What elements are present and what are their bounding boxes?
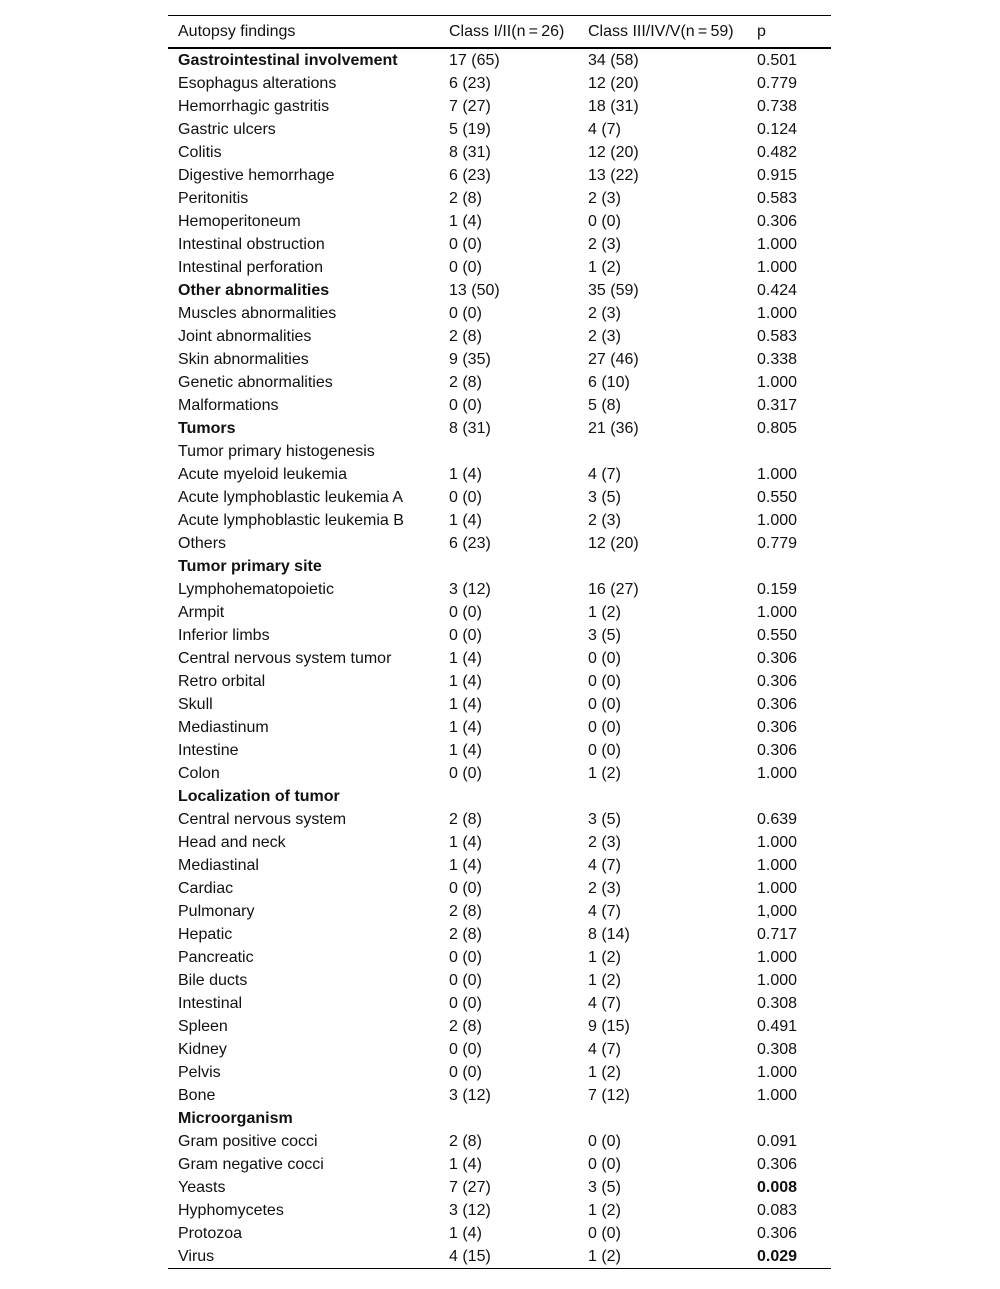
table-row — [168, 693, 831, 716]
class-1-2-value: 6 (23) — [449, 167, 491, 184]
row-label: Muscles abnormalities — [178, 305, 337, 322]
table-row — [168, 95, 831, 118]
row-label: Pelvis — [178, 1064, 221, 1081]
row-label: Virus — [168, 1245, 439, 1269]
p-value — [747, 1107, 831, 1130]
header-p-value: p — [757, 22, 766, 40]
row-label: Head and neck — [178, 834, 286, 851]
class-3-4-5-value: 4 (7) — [588, 1041, 621, 1058]
row-label: Other abnormalities — [178, 282, 330, 299]
p-value: 1,000 — [757, 903, 798, 920]
class-3-4-5-value: 12 (20) — [588, 535, 639, 552]
table-row — [168, 417, 831, 440]
table-row — [168, 394, 831, 417]
p-value: 0.738 — [757, 98, 798, 115]
row-label: Malformations — [178, 397, 279, 414]
class-1-2-value: 2 (8) — [449, 190, 482, 207]
table-row — [168, 555, 831, 578]
row-label: Others — [178, 535, 227, 552]
p-value: 0.915 — [757, 167, 798, 184]
table-row — [168, 969, 831, 992]
row-label: Inferior limbs — [178, 627, 270, 644]
row-label: Protozoa — [178, 1225, 243, 1242]
class-1-2-value: 1 (4) — [449, 512, 482, 529]
class-3-4-5-value: 4 (7) — [588, 995, 621, 1012]
p-value: 0.159 — [757, 581, 798, 598]
row-label: Hemorrhagic gastritis — [178, 98, 330, 115]
class-3-4-5-value: 0 (0) — [588, 213, 621, 230]
class-1-2-value: 8 (31) — [449, 420, 491, 437]
table-row — [168, 1130, 831, 1153]
class-1-2-value: 2 (8) — [449, 328, 482, 345]
row-label: Tumor primary site — [178, 558, 322, 575]
table-row — [168, 1245, 831, 1269]
row-label: Gram positive cocci — [178, 1133, 318, 1150]
row-label: Gastric ulcers — [178, 121, 276, 138]
p-value: 0.306 — [757, 719, 798, 736]
class-3-4-5-value: 0 (0) — [588, 1156, 621, 1173]
p-value — [747, 785, 831, 808]
class-1-2-value: 3 (12) — [449, 581, 491, 598]
class-1-2-value: 1 (4) — [449, 857, 482, 874]
class-3-4-5-value: 1 (2) — [588, 259, 621, 276]
p-value: 1.000 — [757, 259, 798, 276]
row-label: Cardiac — [178, 880, 234, 897]
row-label: Colitis — [178, 144, 222, 161]
class-3-4-5-value: 2 (3) — [588, 834, 621, 851]
row-label: Esophagus alterations — [178, 75, 337, 92]
table-row — [168, 1222, 831, 1245]
class-1-2-value: 3 (12) — [449, 1087, 491, 1104]
table-row — [168, 1199, 831, 1222]
class-1-2-value: 0 (0) — [449, 305, 482, 322]
class-3-4-5-value: 3 (5) — [588, 1179, 621, 1196]
row-label: Acute lymphoblastic leukemia B — [178, 512, 404, 529]
class-3-4-5-value: 2 (3) — [588, 880, 621, 897]
p-value: 0.482 — [757, 144, 798, 161]
class-1-2-value: 1 (4) — [449, 696, 482, 713]
table-row — [168, 164, 831, 187]
class-3-4-5-value: 2 (3) — [588, 512, 621, 529]
header-class-3-4-5: Class III/IV/V(n = 59) — [588, 22, 734, 40]
class-3-4-5-value: 4 (7) — [588, 903, 621, 920]
table-row — [168, 831, 831, 854]
table-row — [168, 739, 831, 762]
class-3-4-5-value: 0 (0) — [588, 1133, 621, 1150]
class-1-2-value: 13 (50) — [449, 282, 500, 299]
class-1-2-value: 3 (12) — [449, 1202, 491, 1219]
p-value: 0.306 — [757, 650, 798, 667]
class-1-2-value: 0 (0) — [449, 489, 482, 506]
table-row — [168, 348, 831, 371]
class-3-4-5-value: 1 (2) — [588, 765, 621, 782]
class-3-4-5-value: 9 (15) — [588, 1018, 630, 1035]
row-label: Tumors — [178, 420, 236, 437]
class-1-2-value: 1 (4) — [449, 834, 482, 851]
class-3-4-5-value: 1 (2) — [578, 1245, 747, 1269]
class-3-4-5-value: 7 (12) — [588, 1087, 630, 1104]
p-value: 1.000 — [757, 604, 798, 621]
class-1-2-value: 1 (4) — [449, 213, 482, 230]
p-value: 0.583 — [757, 190, 798, 207]
class-3-4-5-value: 1 (2) — [588, 604, 621, 621]
row-label: Pancreatic — [178, 949, 254, 966]
table-row — [168, 1107, 831, 1130]
row-label: Central nervous system tumor — [178, 650, 392, 667]
class-3-4-5-value: 1 (2) — [588, 1202, 621, 1219]
class-3-4-5-value: 3 (5) — [588, 489, 621, 506]
p-value: 1.000 — [757, 374, 798, 391]
class-3-4-5-value: 2 (3) — [588, 305, 621, 322]
table-row — [168, 785, 831, 808]
table-row — [168, 256, 831, 279]
row-label: Acute lymphoblastic leukemia A — [178, 489, 403, 506]
class-3-4-5-value: 4 (7) — [588, 466, 621, 483]
table-row — [168, 532, 831, 555]
class-3-4-5-value: 16 (27) — [588, 581, 639, 598]
table-row — [168, 854, 831, 877]
class-3-4-5-value: 2 (3) — [588, 236, 621, 253]
p-value: 1.000 — [757, 765, 798, 782]
class-1-2-value: 0 (0) — [449, 880, 482, 897]
class-1-2-value: 0 (0) — [449, 1064, 482, 1081]
p-value: 0.550 — [757, 627, 798, 644]
p-value: 0.029 — [747, 1245, 831, 1269]
row-label: Bone — [178, 1087, 216, 1104]
table-row — [168, 808, 831, 831]
p-value: 1.000 — [757, 466, 798, 483]
table-row — [168, 325, 831, 348]
row-label: Gram negative cocci — [178, 1156, 324, 1173]
table-row — [168, 900, 831, 923]
table-row — [168, 1176, 831, 1199]
p-value: 0.308 — [757, 995, 798, 1012]
table-row — [168, 279, 831, 302]
row-label: Yeasts — [178, 1179, 226, 1196]
class-3-4-5-value: 21 (36) — [588, 420, 639, 437]
class-3-4-5-value: 8 (14) — [588, 926, 630, 943]
class-1-2-value: 17 (65) — [449, 52, 500, 69]
class-1-2-value — [439, 440, 578, 463]
table-row — [168, 440, 831, 463]
class-1-2-value: 1 (4) — [449, 1225, 482, 1242]
p-value: 1.000 — [757, 1087, 798, 1104]
row-label: Pulmonary — [178, 903, 255, 920]
row-label: Intestine — [178, 742, 239, 759]
p-value: 1.000 — [757, 1064, 798, 1081]
class-1-2-value — [439, 785, 578, 808]
class-3-4-5-value: 34 (58) — [588, 52, 639, 69]
autopsy-findings-table-container — [168, 15, 831, 1269]
row-label: Acute myeloid leukemia — [178, 466, 347, 483]
p-value: 0.639 — [757, 811, 798, 828]
class-3-4-5-value: 0 (0) — [588, 1225, 621, 1242]
row-label: Localization of tumor — [178, 788, 340, 805]
p-value: 0.124 — [757, 121, 798, 138]
row-label: Peritonitis — [178, 190, 249, 207]
row-label: Joint abnormalities — [178, 328, 312, 345]
table-row — [168, 762, 831, 785]
class-3-4-5-value: 35 (59) — [588, 282, 639, 299]
p-value: 0.306 — [757, 213, 798, 230]
p-value: 0.091 — [757, 1133, 798, 1150]
table-row — [168, 923, 831, 946]
row-label: Digestive hemorrhage — [178, 167, 335, 184]
class-3-4-5-value: 0 (0) — [588, 650, 621, 667]
table-header — [168, 16, 831, 49]
row-label: Skin abnormalities — [178, 351, 309, 368]
p-value: 1.000 — [757, 857, 798, 874]
autopsy-findings-table — [168, 15, 831, 1269]
table-row — [168, 992, 831, 1015]
table-row — [168, 647, 831, 670]
p-value: 1.000 — [757, 512, 798, 529]
p-value: 1.000 — [757, 236, 798, 253]
row-label: Colon — [178, 765, 220, 782]
row-label: Microorganism — [178, 1110, 293, 1127]
class-1-2-value: 0 (0) — [449, 604, 482, 621]
class-1-2-value: 1 (4) — [449, 466, 482, 483]
class-1-2-value: 0 (0) — [449, 765, 482, 782]
table-row — [168, 1153, 831, 1176]
row-label: Skull — [178, 696, 213, 713]
p-value: 0.308 — [757, 1041, 798, 1058]
p-value: 0.306 — [757, 1156, 798, 1173]
p-value: 0.338 — [757, 351, 798, 368]
class-3-4-5-value: 18 (31) — [588, 98, 639, 115]
row-label: Kidney — [178, 1041, 227, 1058]
class-3-4-5-value: 27 (46) — [588, 351, 639, 368]
class-1-2-value: 7 (27) — [449, 1179, 491, 1196]
p-value: 0.491 — [757, 1018, 798, 1035]
class-1-2-value: 9 (35) — [449, 351, 491, 368]
class-3-4-5-value: 1 (2) — [588, 1064, 621, 1081]
class-1-2-value: 0 (0) — [449, 949, 482, 966]
class-3-4-5-value: 4 (7) — [588, 857, 621, 874]
table-row — [168, 1084, 831, 1107]
class-1-2-value: 1 (4) — [449, 719, 482, 736]
class-3-4-5-value: 0 (0) — [588, 719, 621, 736]
class-1-2-value: 1 (4) — [449, 1156, 482, 1173]
class-1-2-value: 0 (0) — [449, 397, 482, 414]
class-1-2-value: 5 (19) — [449, 121, 491, 138]
row-label: Retro orbital — [178, 673, 266, 690]
row-label: Intestinal obstruction — [178, 236, 325, 253]
p-value: 0.306 — [757, 1225, 798, 1242]
table-row — [168, 509, 831, 532]
class-1-2-value: 1 (4) — [449, 742, 482, 759]
class-1-2-value: 8 (31) — [449, 144, 491, 161]
class-1-2-value: 0 (0) — [449, 972, 482, 989]
p-value: 0.306 — [757, 742, 798, 759]
class-1-2-value: 2 (8) — [449, 1133, 482, 1150]
class-3-4-5-value: 12 (20) — [588, 144, 639, 161]
table-row — [168, 210, 831, 233]
p-value: 0.550 — [757, 489, 798, 506]
class-1-2-value: 0 (0) — [449, 1041, 482, 1058]
class-1-2-value: 2 (8) — [449, 1018, 482, 1035]
class-1-2-value: 0 (0) — [449, 259, 482, 276]
row-label: Lymphohematopoietic — [178, 581, 334, 598]
row-label: Intestinal — [178, 995, 243, 1012]
table-row — [168, 946, 831, 969]
class-3-4-5-value: 2 (3) — [588, 190, 621, 207]
row-label: Tumor primary histogenesis — [178, 443, 375, 460]
table-row — [168, 141, 831, 164]
p-value: 1.000 — [757, 880, 798, 897]
p-value: 0.424 — [757, 282, 798, 299]
class-1-2-value: 7 (27) — [449, 98, 491, 115]
class-3-4-5-value: 4 (7) — [588, 121, 621, 138]
p-value: 0.805 — [757, 420, 798, 437]
table-row — [168, 302, 831, 325]
class-3-4-5-value: 12 (20) — [588, 75, 639, 92]
row-label: Hemoperitoneum — [178, 213, 301, 230]
row-label: Armpit — [178, 604, 225, 621]
class-3-4-5-value: 3 (5) — [588, 627, 621, 644]
class-3-4-5-value: 0 (0) — [588, 696, 621, 713]
table-row — [168, 601, 831, 624]
p-value: 0.717 — [757, 926, 798, 943]
row-label: Mediastinal — [178, 857, 259, 874]
p-value: 0.306 — [757, 696, 798, 713]
class-1-2-value: 1 (4) — [449, 650, 482, 667]
row-label: Bile ducts — [178, 972, 248, 989]
class-3-4-5-value: 0 (0) — [588, 742, 621, 759]
class-3-4-5-value: 1 (2) — [588, 972, 621, 989]
row-label: Spleen — [178, 1018, 228, 1035]
table-row — [168, 1061, 831, 1084]
class-3-4-5-value — [578, 1107, 747, 1130]
class-1-2-value: 6 (23) — [449, 535, 491, 552]
p-value — [747, 555, 831, 578]
table-row — [168, 72, 831, 95]
class-1-2-value — [439, 1107, 578, 1130]
p-value — [747, 440, 831, 463]
table-body — [168, 48, 831, 1269]
table-row — [168, 118, 831, 141]
p-value: 0.083 — [757, 1202, 798, 1219]
table-row — [168, 624, 831, 647]
class-3-4-5-value: 1 (2) — [588, 949, 621, 966]
class-1-2-value: 0 (0) — [449, 627, 482, 644]
row-label: Hepatic — [178, 926, 233, 943]
table-row — [168, 187, 831, 210]
p-value: 0.779 — [757, 75, 798, 92]
class-1-2-value: 0 (0) — [449, 236, 482, 253]
p-value: 1.000 — [757, 972, 798, 989]
class-3-4-5-value: 0 (0) — [588, 673, 621, 690]
table-row — [168, 1015, 831, 1038]
class-3-4-5-value: 2 (3) — [588, 328, 621, 345]
header-row — [168, 16, 831, 49]
class-1-2-value: 2 (8) — [449, 926, 482, 943]
table-row — [168, 578, 831, 601]
class-3-4-5-value: 5 (8) — [588, 397, 621, 414]
row-label: Mediastinum — [178, 719, 269, 736]
p-value: 1.000 — [757, 834, 798, 851]
class-3-4-5-value — [578, 440, 747, 463]
class-1-2-value — [439, 555, 578, 578]
class-1-2-value: 2 (8) — [449, 811, 482, 828]
p-value: 0.317 — [757, 397, 798, 414]
table-row — [168, 670, 831, 693]
table-row — [168, 233, 831, 256]
class-3-4-5-value — [578, 555, 747, 578]
class-1-2-value: 2 (8) — [449, 374, 482, 391]
table-row — [168, 463, 831, 486]
table-row — [168, 486, 831, 509]
table-row — [168, 1038, 831, 1061]
class-3-4-5-value — [578, 785, 747, 808]
p-value: 1.000 — [757, 305, 798, 322]
p-value: 0.583 — [757, 328, 798, 345]
row-label: Central nervous system — [178, 811, 347, 828]
p-value: 0.779 — [757, 535, 798, 552]
header-class-1-2: Class I/II(n = 26) — [449, 22, 565, 40]
row-label: Intestinal perforation — [178, 259, 323, 276]
class-1-2-value: 4 (15) — [439, 1245, 578, 1269]
table-row — [168, 48, 831, 72]
class-1-2-value: 6 (23) — [449, 75, 491, 92]
p-value: 0.501 — [757, 52, 798, 69]
class-3-4-5-value: 3 (5) — [588, 811, 621, 828]
class-3-4-5-value: 13 (22) — [588, 167, 639, 184]
row-label: Hyphomycetes — [178, 1202, 284, 1219]
header-autopsy-findings: Autopsy findings — [178, 22, 296, 40]
row-label: Gastrointestinal involvement — [178, 52, 398, 69]
class-3-4-5-value: 6 (10) — [588, 374, 630, 391]
class-1-2-value: 0 (0) — [449, 995, 482, 1012]
class-1-2-value: 2 (8) — [449, 903, 482, 920]
p-value: 0.008 — [757, 1179, 798, 1196]
row-label: Genetic abnormalities — [178, 374, 333, 391]
table-row — [168, 371, 831, 394]
p-value: 1.000 — [757, 949, 798, 966]
class-1-2-value: 1 (4) — [449, 673, 482, 690]
table-row — [168, 716, 831, 739]
p-value: 0.306 — [757, 673, 798, 690]
table-row — [168, 877, 831, 900]
